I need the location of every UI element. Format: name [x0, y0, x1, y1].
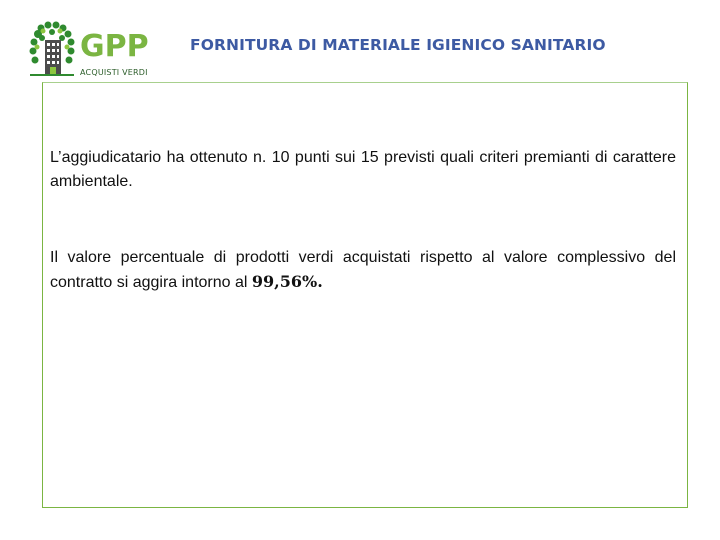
paragraph-end-punct: .	[317, 272, 323, 291]
paragraph-percentage-text: Il valore percentuale di prodotti verdi acquistati rispetto al valore complessivo del contratto si aggira intorno al	[50, 249, 676, 291]
logo-wordmark: GPP	[80, 29, 149, 64]
tree-building-icon	[28, 20, 76, 82]
paragraph-criteria: L’aggiudicatario ha ottenuto n. 10 punti sui 15 previsti quali criteri premianti di carattere ambientale.	[50, 149, 676, 190]
paragraph-percentage	[50, 246, 676, 295]
percentage-value: 99,56%	[251, 272, 318, 291]
gpp-logo	[28, 20, 150, 82]
page-title: FORNITURA DI MATERIALE IGIENICO SANITARIO	[190, 36, 606, 54]
logo-subtitle: ACQUISTI VERDI	[80, 68, 148, 77]
